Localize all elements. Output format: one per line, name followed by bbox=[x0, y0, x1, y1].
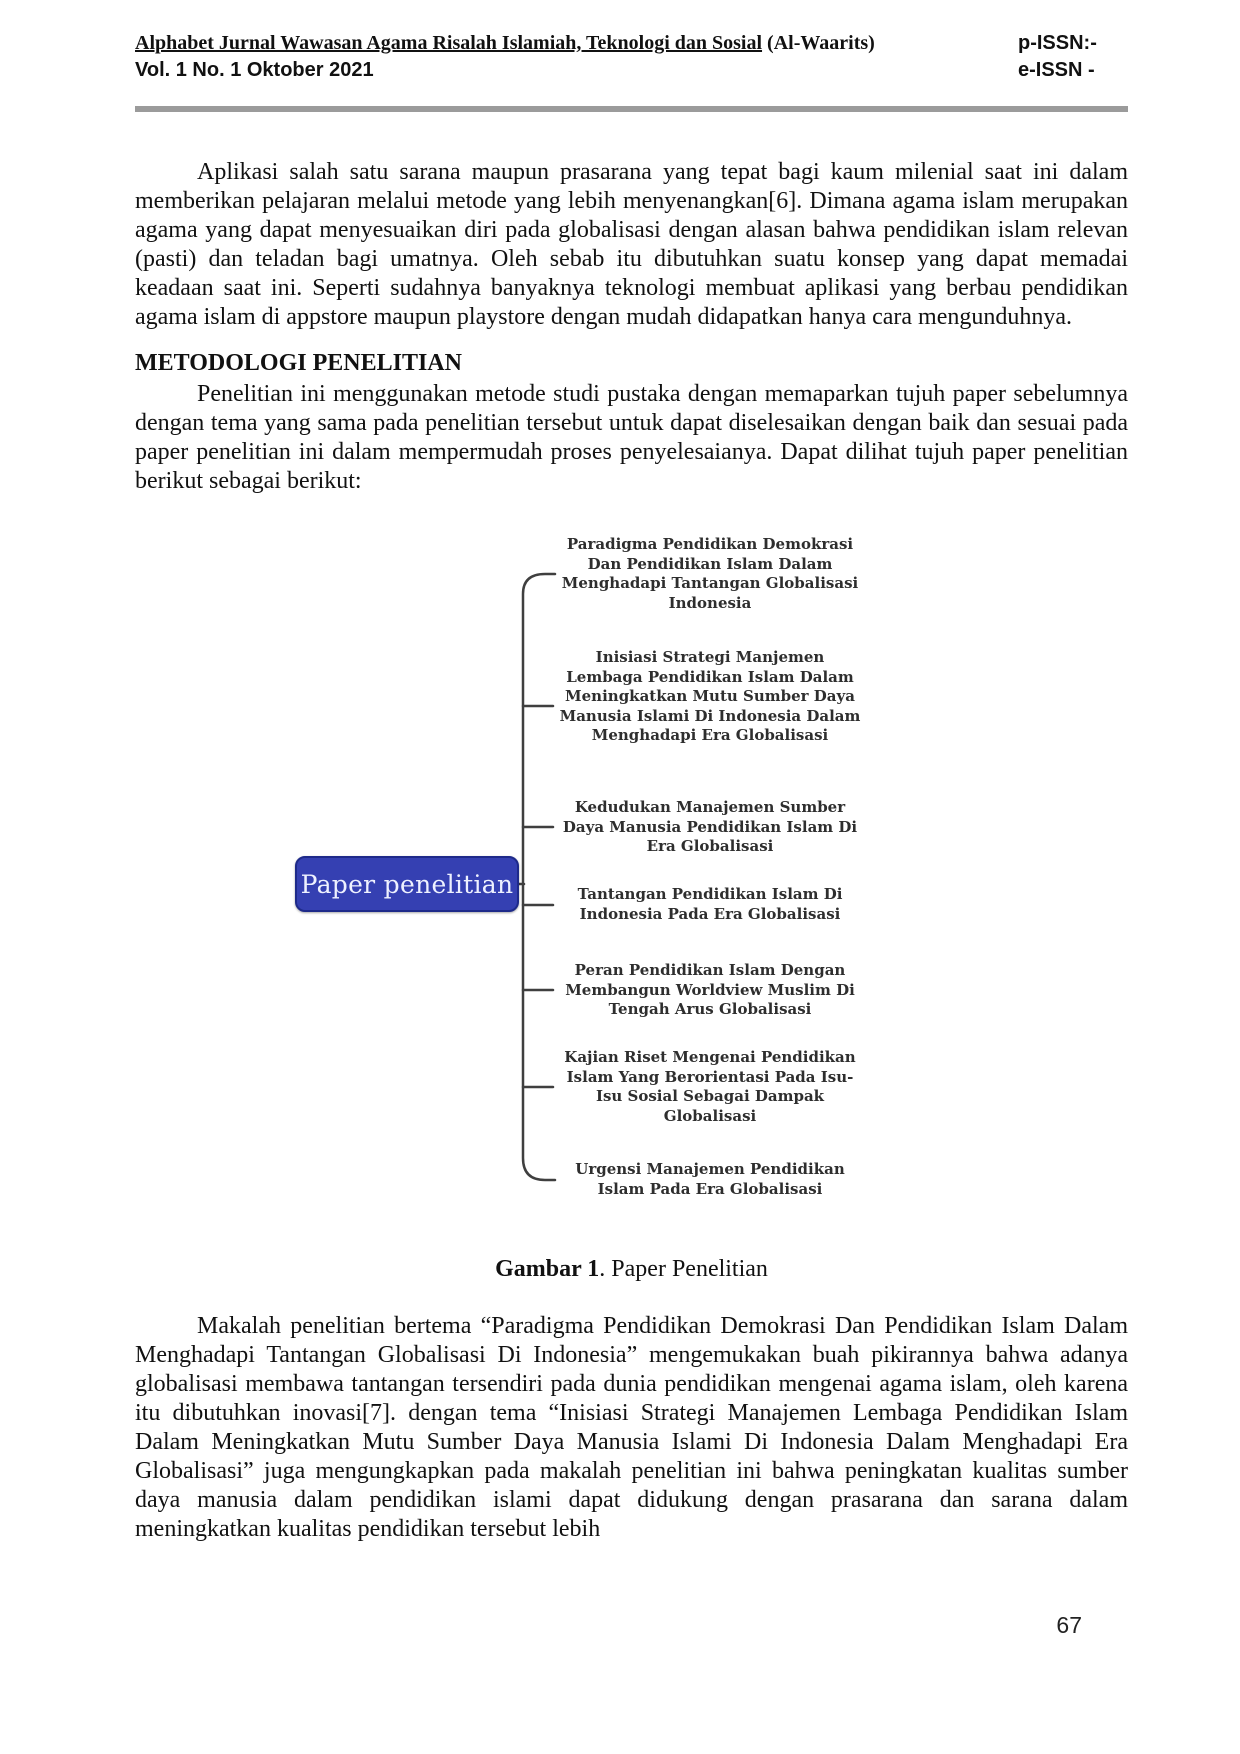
e-issn: e-ISSN - bbox=[1018, 59, 1095, 81]
branch-node-1: Paradigma Pendidikan Demokrasi Dan Pendidikan Islam Dalam Menghadapi Tantangan Globalisasi Indonesia bbox=[561, 535, 859, 612]
section-heading-metodologi: METODOLOGI PENELITIAN bbox=[135, 350, 462, 376]
issn-block bbox=[1018, 30, 1128, 84]
branch-node-4: Tantangan Pendidikan Islam Di Indonesia Pada Era Globalisasi bbox=[577, 885, 843, 923]
p-issn: p-ISSN:- bbox=[1018, 32, 1097, 54]
branch-node-7: Urgensi Manajemen Pendidikan Islam Pada Era Globalisasi bbox=[575, 1160, 845, 1198]
root-node-paper-penelitian: Paper penelitian bbox=[295, 856, 519, 912]
diagram-spine bbox=[523, 574, 555, 1180]
journal-abbreviation: (Al-Waarits) bbox=[762, 32, 875, 54]
branch-node-5: Peran Pendidikan Islam Dengan Membangun Worldview Muslim Di Tengah Arus Globalisasi bbox=[565, 961, 855, 1018]
figure-paper-penelitian bbox=[135, 524, 1128, 1214]
page-header bbox=[135, 30, 1128, 84]
branch-node-3: Kedudukan Manajemen Sumber Daya Manusia Pendidikan Islam Di Era Globalisasi bbox=[562, 798, 858, 855]
figure-caption-label: Gambar 1 bbox=[495, 1256, 600, 1282]
paragraph-metodologi: Penelitian ini menggunakan metode studi pustaka dengan memaparkan tujuh paper sebelumnya dengan tema yang sama pada penelitian tersebut untuk dapat diselesaikan dengan baik dan sesuai pada paper penelitian ini dalam mempermudah proses penyelesaianya. Dapat dilihat tujuh paper penelitian berikut sebagai berikut: bbox=[135, 381, 1128, 494]
volume-line: Vol. 1 No. 1 Oktober 2021 bbox=[135, 59, 374, 81]
figure-caption-text: . Paper Penelitian bbox=[599, 1256, 768, 1282]
paragraph-discussion: Makalah penelitian bertema “Paradigma Pendidikan Demokrasi Dan Pendidikan Islam Dalam Menghadapi Tantangan Globalisasi Di Indonesia” mengemukakan buah pikirannya bahwa adanya globalisasi membawa tantangan tersendiri pada dunia pendidikan mengenai agama islam, oleh karena itu dibutuhkan inovasi[7]. dengan tema “Inisiasi Strategi Manajemen Lembaga Pendidikan Islam Dalam Meningkatkan Mutu Sumber Daya Manusia Islami Di Indonesia Dalam Menghadapi Era Globalisasi” juga mengungkapkan pada makalah penelitian ini bahwa peningkatan kualitas sumber daya manusia dalam pendidikan islami dapat didukung dengan prasarana dan sarana dalam meningkatkan kualitas pendidikan tersebut lebih bbox=[135, 1313, 1128, 1542]
figure-caption bbox=[135, 1254, 1128, 1284]
branch-node-2: Inisiasi Strategi Manjemen Lembaga Pendidikan Islam Dalam Meningkatkan Mutu Sumber Daya Manusia Islami Di Indonesia Dalam Menghadapi Era Globalisasi bbox=[559, 648, 861, 744]
branch-node-6: Kajian Riset Mengenai Pendidikan Islam Yang Berorientasi Pada Isu-Isu Sosial Sebagai Dampak Globalisasi bbox=[564, 1048, 856, 1125]
header-left bbox=[135, 30, 875, 84]
header-divider bbox=[135, 106, 1128, 112]
journal-title bbox=[135, 30, 875, 57]
paragraph-intro: Aplikasi salah satu sarana maupun prasarana yang tepat bagi kaum milenial saat ini dalam memberikan pelajaran melalui metode yang lebih menyenangkan[6]. Dimana agama islam merupakan agama yang dapat menyesuaikan diri pada globalisasi dengan alasan bahwa pendidikan islam relevan (pasti) dan teladan bagi umatnya. Oleh sebab itu dibutuhkan suatu konsep yang dapat memadai keadaan saat ini. Seperti sudahnya banyaknya teknologi membuat aplikasi yang berbau pendidikan agama islam di appstore maupun playstore dengan mudah didapatkan hanya cara mengunduhnya. bbox=[135, 159, 1128, 330]
page-number: 67 bbox=[1056, 1612, 1082, 1638]
journal-title-underlined: Alphabet Jurnal Wawasan Agama Risalah Islamiah, Teknologi dan Sosial bbox=[135, 32, 763, 54]
